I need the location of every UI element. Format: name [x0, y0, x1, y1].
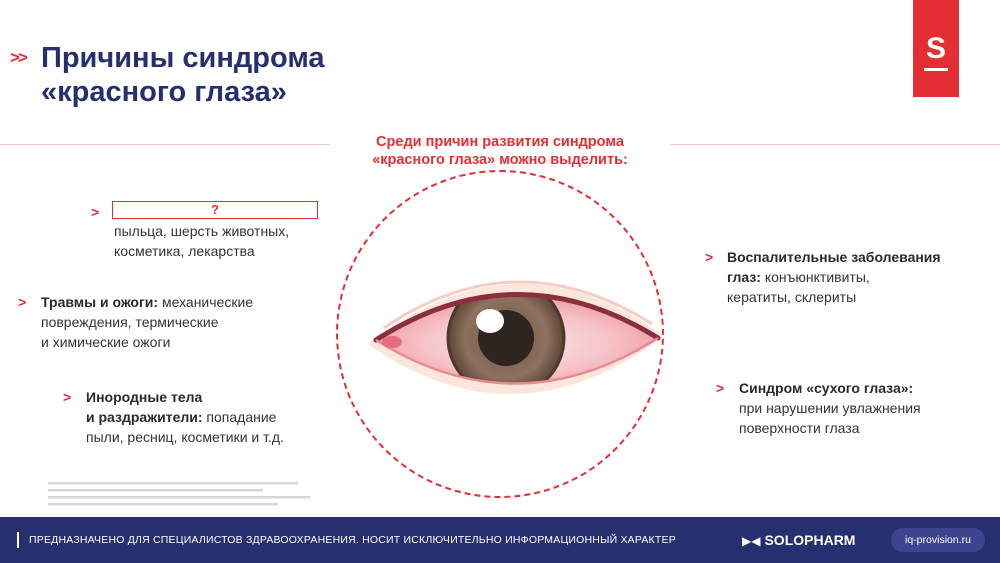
page-title: [41, 41, 325, 109]
dry-eye-line3: поверхности глаза: [739, 420, 860, 436]
solopharm-brand: [742, 531, 855, 550]
injury-title: Травмы и ожоги:: [41, 294, 159, 310]
injury-cause: [41, 292, 253, 352]
bullet-arrow-icon: >: [91, 204, 100, 220]
injury-line2: повреждения, термические: [41, 314, 219, 330]
injury-line3: и химические ожоги: [41, 334, 171, 350]
references-footnote: [48, 480, 348, 516]
bullet-arrow-icon: >: [18, 294, 27, 310]
logo-letter: S: [925, 32, 946, 65]
bullet-arrow-icon: >: [716, 380, 725, 396]
solopharm-logo-icon: ▶◀: [742, 534, 761, 548]
allergy-line2: косметика, лекарства: [114, 243, 255, 259]
title-arrows-icon: >>: [10, 48, 26, 67]
foreign-body-cause: [86, 387, 284, 447]
dry-eye-cause: [739, 378, 921, 438]
inflammation-title1: Воспалительные заболевания: [727, 249, 941, 265]
brand-logo: [913, 0, 959, 97]
brand-name: SOLOPHARM: [764, 532, 856, 548]
foreign-title1: Инородные тела: [86, 389, 203, 405]
inflammation-text2: конъюнктивиты,: [760, 269, 870, 285]
bullet-arrow-icon: >: [705, 249, 714, 265]
inflammation-cause: [727, 247, 941, 307]
footer-bar: [0, 517, 1000, 563]
inflammation-line3: кератиты, склериты: [727, 289, 857, 305]
red-eye-illustration: [366, 258, 666, 418]
dry-eye-line2: при нарушении увлажнения: [739, 400, 921, 416]
logo-underline: [924, 68, 948, 71]
injury-text1: механические: [158, 294, 254, 310]
subtitle-line2: «красного глаза» можно выделить:: [372, 152, 628, 168]
page-title-line2: «красного глаза»: [41, 76, 287, 108]
inflammation-title2: глаз:: [727, 269, 761, 285]
foreign-text2: попадание: [202, 409, 277, 425]
allergy-line1: пыльца, шерсть животных,: [114, 223, 290, 239]
allergy-description: [114, 221, 289, 261]
bullet-arrow-icon: >: [63, 389, 72, 405]
allergy-question-box: ?: [112, 201, 318, 219]
page-title-line1: Причины синдрома: [41, 42, 325, 74]
site-link[interactable]: iq-provision.ru: [891, 528, 985, 552]
subtitle: [330, 133, 670, 169]
foreign-line3: пыли, ресниц, косметики и т.д.: [86, 429, 284, 445]
dry-eye-title: Синдром «сухого глаза»:: [739, 380, 914, 396]
subtitle-line1: Среди причин развития синдрома: [376, 134, 624, 150]
foreign-title2: и раздражители:: [86, 409, 203, 425]
footer-accent-bar: [17, 532, 19, 548]
footer-disclaimer: ПРЕДНАЗНАЧЕНО ДЛЯ СПЕЦИАЛИСТОВ ЗДРАВООХРАНЕНИЯ. НОСИТ ИСКЛЮЧИТЕЛЬНО ИНФОРМАЦИОННЫЙ ХАРАКТЕР: [29, 534, 676, 546]
